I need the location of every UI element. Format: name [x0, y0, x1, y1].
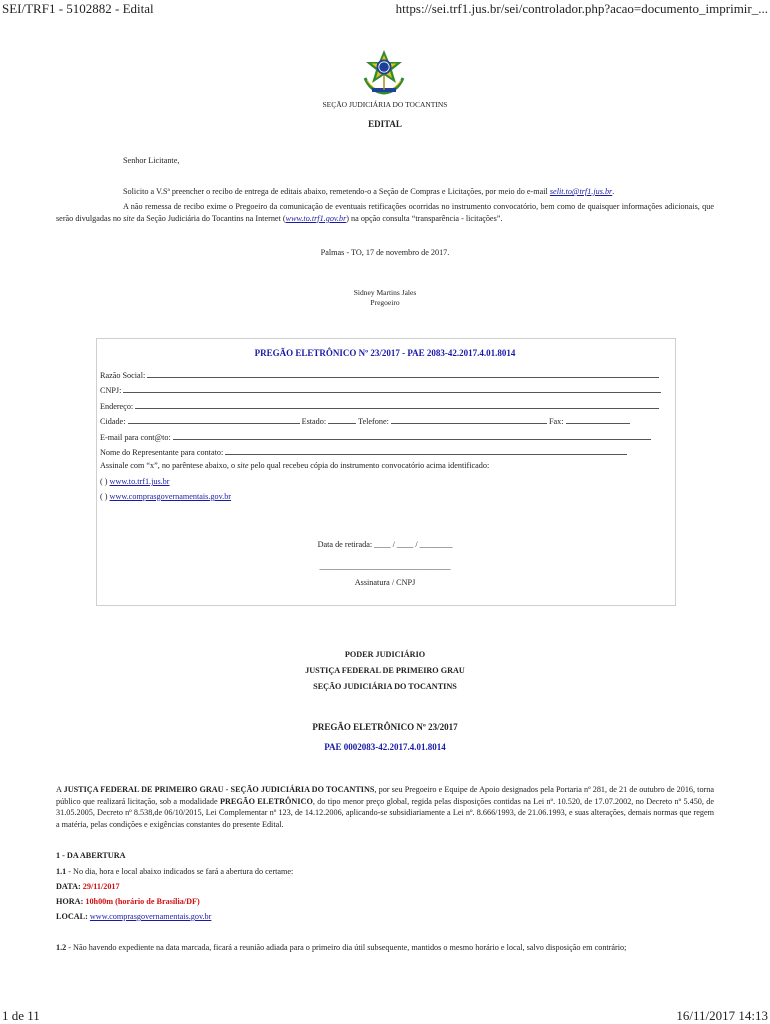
- email-link[interactable]: selit.to@trf1.jus.br: [549, 187, 613, 196]
- letter-paragraph-2: [56, 201, 714, 224]
- s12-text: - Não havendo expediente na data marcada, ficará a reunião adiada para o primeiro dia útil subsequente, mantidos o mesmo horário e local, salvo disposição em contrário;: [68, 943, 627, 952]
- page-counter: 1 de 11: [2, 1008, 40, 1023]
- item-1-2: [56, 942, 714, 954]
- browser-url: https://sei.trf1.jus.br/sei/controlador.php?acao=documento_imprimir_...: [395, 1, 768, 16]
- brasao-republica-icon: [359, 48, 409, 96]
- s11-text: - No dia, hora e local abaixo indicados se fará a abertura do certame:: [68, 867, 294, 876]
- opt1-link[interactable]: www.to.trf1.jus.br: [109, 477, 170, 486]
- item-1-1: [56, 866, 293, 878]
- local-row: [56, 911, 211, 923]
- intro-paragraph: [56, 784, 714, 830]
- assinale-a: Assinale com “x”, no parêntese abaixo, o: [100, 461, 236, 470]
- option-trf1[interactable]: [100, 477, 170, 486]
- form-title: PREGÃO ELETRÔNICO Nº 23/2017 - PAE 2083-42.2017.4.01.8014: [254, 348, 516, 358]
- intro-bold-1: JUSTIÇA FEDERAL DE PRIMEIRO GRAU - SEÇÃO JUDICIÁRIA DO TOCANTINS: [63, 785, 375, 794]
- page-title: EDITAL: [368, 119, 402, 129]
- assinale-site: site: [237, 461, 249, 470]
- assinale-b: pelo qual recebeu cópia do instrumento convocatório acima identificado:: [250, 461, 490, 470]
- field-representante[interactable]: [100, 446, 627, 457]
- intro-b: , por seu Pregoeiro e Equipe de Apoio designados pela Portaria nº 281, de 21 de outubro de 2016, torna público que realizará licitação, sob a modalidade: [56, 785, 715, 806]
- endereco-label: Endereço:: [100, 402, 134, 411]
- fax-label: Fax:: [548, 417, 564, 426]
- fax-field[interactable]: [566, 415, 630, 424]
- intro-c: , do tipo menor preço global, regida pelas disposições contidas na Lei nº. 10.520, de 17.07.2002, no Decreto nº 5.450, de 31.05.2005, Decreto nº 8.538,de 06/10/2015, Lei Complementar nº 123, de 14.12.2006, aplicando-se subsidiariamente a Lei nº. 8.666/1993, de 21.06.1993, e suas alterações, demais normas que regem a matéria, pelas condições e exigências constantes do presente Edital.: [56, 796, 714, 829]
- hora-label: HORA:: [56, 897, 84, 906]
- p2-a: A não remessa de recibo exime o Pregoeiro da comunicação de eventuais retificações ocorridas no instrumento convocatório, bem como de quaisquer informações adicionais, que serão divulgadas no: [56, 202, 714, 223]
- field-endereco[interactable]: [100, 400, 659, 411]
- pregao-heading: PREGÃO ELETRÔNICO Nº 23/2017: [312, 722, 458, 732]
- p1-end: .: [612, 187, 615, 196]
- signer-role: Pregoeiro: [370, 298, 400, 307]
- field-cnpj[interactable]: [100, 384, 661, 395]
- section-1-title: 1 - DA ABERTURA: [56, 851, 126, 860]
- option-compras[interactable]: [100, 492, 231, 501]
- s11-num: 1.1: [56, 867, 67, 876]
- poder-judiciario: PODER JUDICIÁRIO: [344, 650, 426, 659]
- razao-label: Razão Social:: [100, 371, 146, 380]
- p2-b: da Seção Judiciária do Tocantins na Internet (: [136, 213, 286, 223]
- place-date: Palmas - TO, 17 de novembro de 2017.: [320, 248, 450, 257]
- telefone-field[interactable]: [391, 415, 547, 424]
- data-value: 29/11/2017: [82, 882, 120, 891]
- secao-judiciaria: SEÇÃO JUDICIÁRIA DO TOCANTINS: [313, 682, 457, 691]
- print-datetime: 16/11/2017 14:13: [676, 1008, 768, 1023]
- field-cidade-row: [100, 415, 630, 426]
- assinale-instruction: [100, 461, 489, 470]
- cnpj-label: CNPJ:: [100, 386, 122, 395]
- data-label: DATA:: [56, 882, 81, 891]
- hora-row: [56, 896, 200, 908]
- browser-title: SEI/TRF1 - 5102882 - Edital: [2, 1, 154, 16]
- signature-line: ________________________________: [319, 562, 451, 571]
- estado-label: Estado:: [301, 417, 327, 426]
- assinatura-label: Assinatura / CNPJ: [354, 578, 416, 587]
- field-razao-social[interactable]: [100, 369, 659, 380]
- signer-name: Sidney Martins Jales: [353, 288, 417, 297]
- telefone-label: Telefone:: [358, 417, 389, 426]
- opt2-link[interactable]: www.comprasgovernamentais.gov.br: [109, 492, 232, 501]
- cidade-field[interactable]: [128, 415, 300, 424]
- opt2-checkbox[interactable]: ( ): [100, 492, 108, 501]
- salutation: Senhor Licitante,: [123, 156, 180, 165]
- p2-c: ) na opção consulta “transparência - licitações”.: [346, 213, 503, 223]
- opt1-checkbox[interactable]: ( ): [100, 477, 108, 486]
- field-email[interactable]: [100, 431, 651, 442]
- p2-site: site: [123, 213, 135, 223]
- data-row: [56, 881, 120, 893]
- data-retirada[interactable]: Data de retirada: ____ / ____ / ________: [317, 540, 453, 549]
- s12-num: 1.2: [56, 943, 67, 952]
- pae-heading: PAE 0002083-42.2017.4.01.8014: [324, 742, 446, 752]
- justica-federal: JUSTIÇA FEDERAL DE PRIMEIRO GRAU: [305, 666, 465, 675]
- cidade-label: Cidade:: [100, 417, 126, 426]
- local-label: LOCAL:: [56, 912, 88, 921]
- site-link[interactable]: www.to.trf1.gov.br: [285, 213, 347, 223]
- local-link[interactable]: www.comprasgovernamentais.gov.br: [89, 912, 212, 921]
- p1-text: Solicito a V.Sª preencher o recibo de entrega de editais abaixo, remetendo-o a Seção de Compras e Licitações, por meio do e-mail: [123, 187, 548, 196]
- estado-field[interactable]: [328, 415, 356, 424]
- email-label: E-mail para cont@to:: [100, 433, 171, 442]
- letter-paragraph-1: [123, 186, 703, 198]
- representante-label: Nome do Representante para contato:: [100, 448, 224, 457]
- header-org: SEÇÃO JUDICIÁRIA DO TOCANTINS: [322, 100, 448, 109]
- intro-bold-2: PREGÃO ELETRÔNICO: [219, 796, 313, 806]
- intro-a: A: [56, 785, 62, 794]
- hora-value: 10h00m (horário de Brasília/DF): [85, 897, 200, 906]
